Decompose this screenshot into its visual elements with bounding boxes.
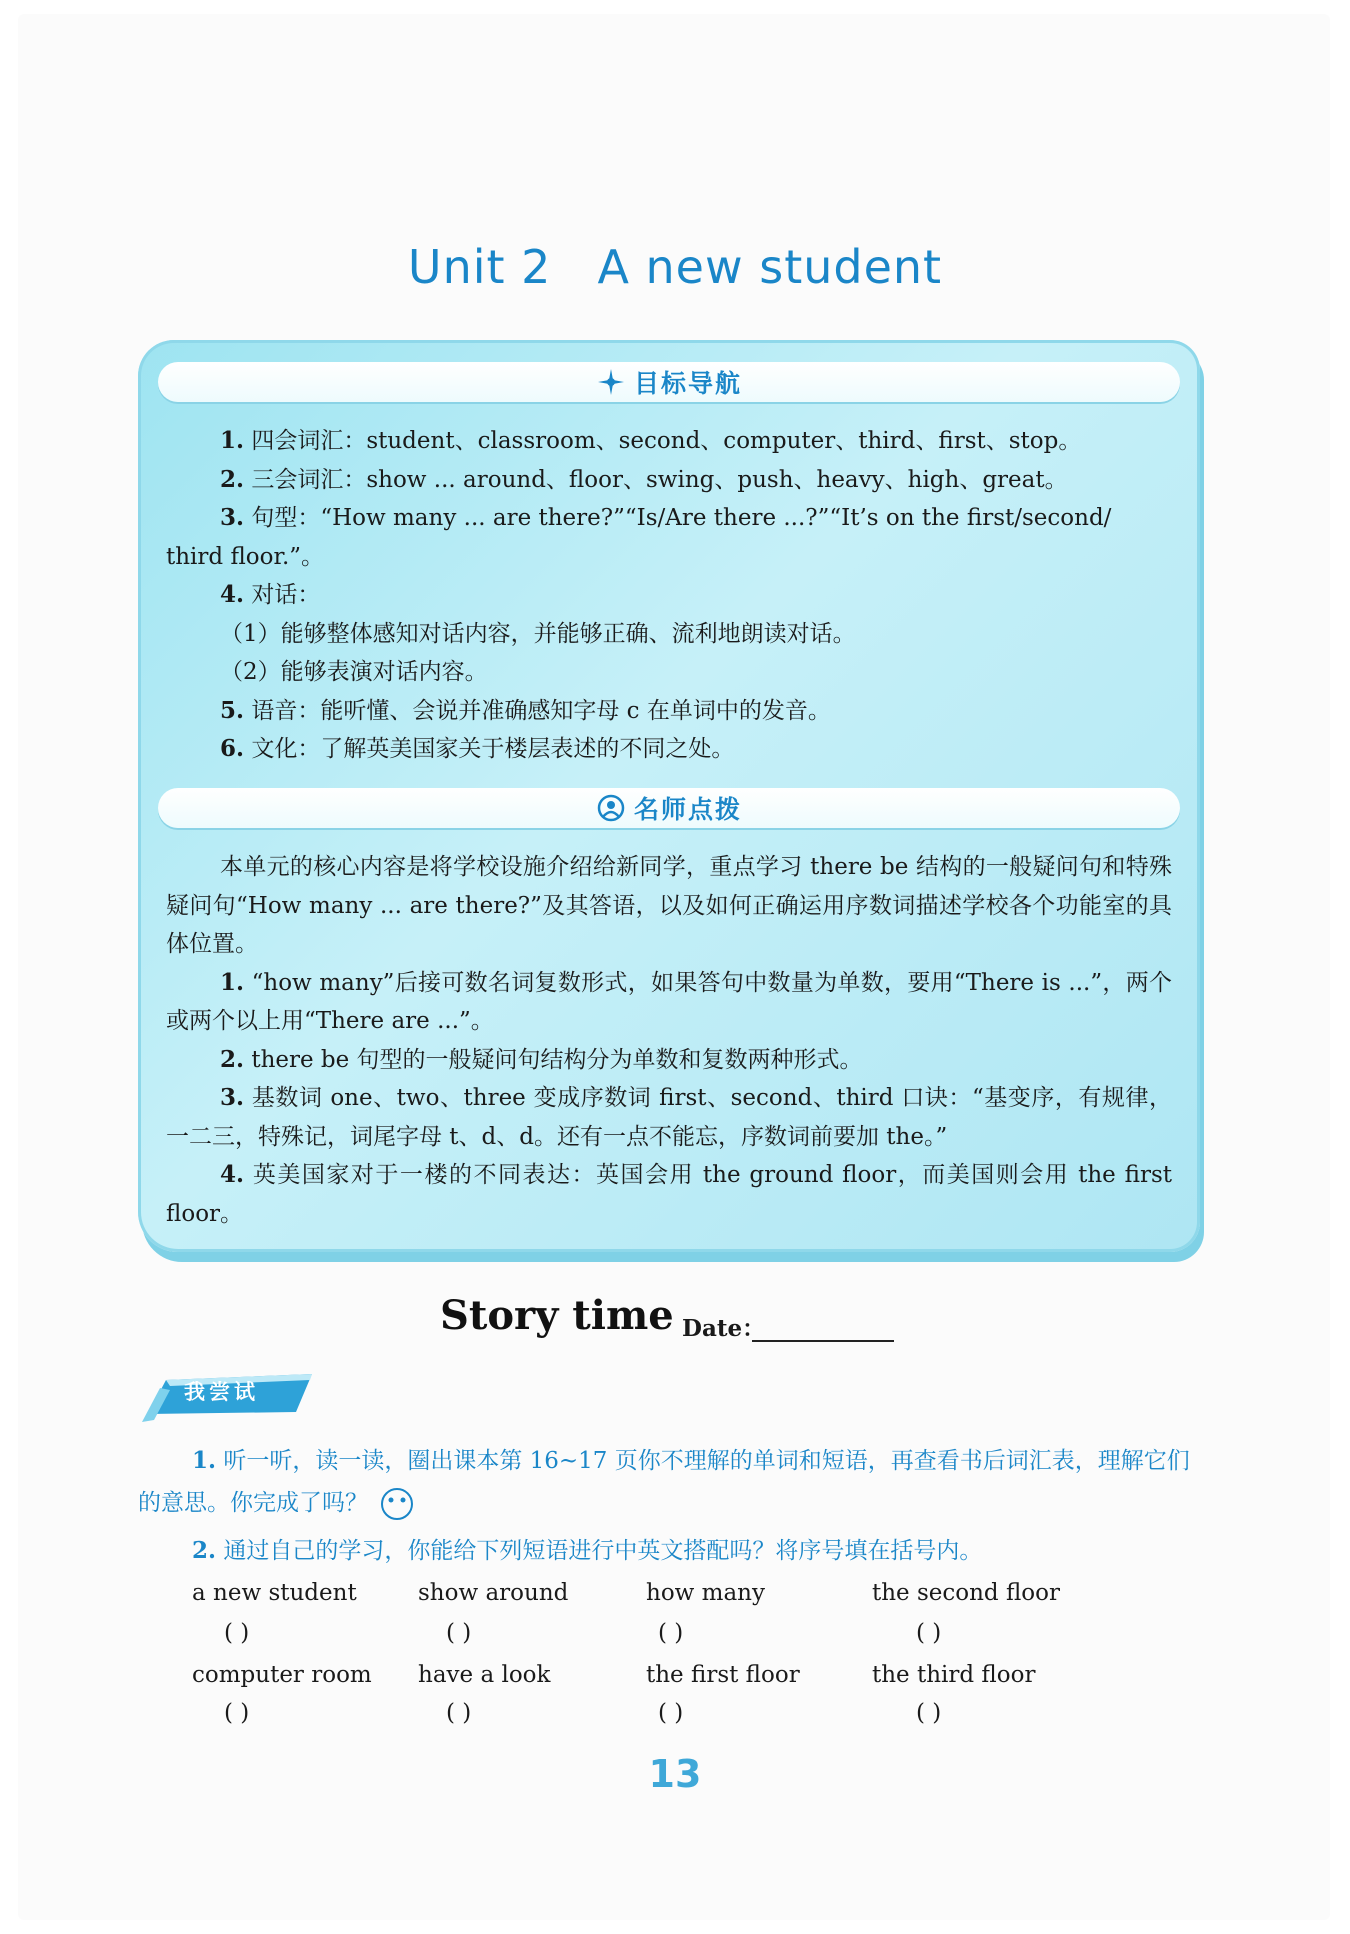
answer-blank[interactable]: ( ) <box>224 1620 250 1646</box>
tips-heading: 名师点拨 <box>633 795 742 824</box>
phrase-item: show around <box>418 1580 569 1606</box>
goals-heading-bar <box>158 362 1180 402</box>
task-1: 1. 听一听，读一读，圈出课本第 16~17 页你不理解的单词和短语，再查看书后词汇表，理解它们的意思。你完成了吗？ <box>138 1440 1200 1524</box>
tips-intro: 本单元的核心内容是将学校设施介绍给新同学，重点学习 there be 结构的一般疑问句和特殊疑问句“How many ... are there?”及其答语，以及如何正确运用序数词描述学校各个功能室的具体位置。 <box>166 854 1172 957</box>
answer-blank[interactable]: ( ) <box>658 1620 684 1646</box>
tip-item: 2. there be 句型的一般疑问句结构分为单数和复数两种形式。 <box>220 1045 863 1073</box>
goal-item: 3. 句型：“How many ... are there?”“Is/Are there ...?”“It’s on the first/second/ <box>220 504 1112 531</box>
answer-blank[interactable]: ( ) <box>658 1700 684 1726</box>
teacher-icon <box>596 793 626 823</box>
unit-number: Unit 2 <box>407 240 552 294</box>
goal-item: 5. 语音：能听懂、会说并准确感知字母 c 在单词中的发音。 <box>220 696 831 724</box>
date-field[interactable] <box>752 1340 894 1342</box>
goal-item: 2. 三会词汇：show ... around、floor、swing、push、heavy、high、great。 <box>220 465 1068 493</box>
page-number: 13 <box>648 1752 702 1796</box>
goal-subitem: （1）能够整体感知对话内容，并能够正确、流利地朗读对话。 <box>220 620 856 647</box>
info-box <box>138 340 1200 1252</box>
phrase-item: computer room <box>192 1662 372 1688</box>
phrase-item: the third floor <box>872 1662 1036 1688</box>
phrase-item: have a look <box>418 1662 551 1688</box>
tip-item: 4. 英美国家对于一楼的不同表达：英国会用 the ground floor，而美国则会用 the first floor。 <box>166 1161 1172 1227</box>
phrase-item: the second floor <box>872 1580 1060 1606</box>
date-label: Date： <box>682 1315 766 1342</box>
tip-item: 1. “how many”后接可数名词复数形式，如果答句中数量为单数，要用“There is ...”，两个或两个以上用“There are ...”。 <box>166 968 1173 1034</box>
tips-heading-bar <box>158 788 1180 828</box>
goal-item: 6. 文化：了解英美国家关于楼层表述的不同之处。 <box>220 735 735 762</box>
unit-name: A new student <box>597 240 943 294</box>
phrase-item: the first floor <box>646 1662 800 1688</box>
answer-blank[interactable]: ( ) <box>916 1620 942 1646</box>
tip-item: 3. 基数词 one、two、three 变成序数词 first、second、third 口诀：“基变序，有规律，一二三，特殊记，词尾字母 t、d、d。还有一点不能忘，序数词前要加 the。” <box>166 1084 1173 1150</box>
story-title: Story time <box>440 1292 674 1339</box>
try-badge-label: 我尝试 <box>184 1380 259 1404</box>
task-2: 2. 通过自己的学习，你能给下列短语进行中英文搭配吗？将序号填在括号内。 <box>192 1537 983 1564</box>
unit-title <box>0 240 1350 294</box>
answer-blank[interactable]: ( ) <box>446 1620 472 1646</box>
phrase-item: how many <box>646 1580 765 1606</box>
answer-blank[interactable]: ( ) <box>446 1700 472 1726</box>
answer-blank[interactable]: ( ) <box>224 1700 250 1726</box>
smiley-icon[interactable] <box>379 1486 415 1522</box>
tips-list <box>166 848 1172 1233</box>
goal-item: 4. 对话： <box>220 581 321 608</box>
sparkle-icon <box>596 367 626 397</box>
goals-heading: 目标导航 <box>633 369 742 398</box>
goal-subitem: （2）能够表演对话内容。 <box>220 659 488 685</box>
answer-blank[interactable]: ( ) <box>916 1700 942 1726</box>
goal-item-continued: third floor.”。 <box>166 543 325 570</box>
phrase-item: a new student <box>192 1580 357 1606</box>
goal-item: 1. 四会词汇：student、classroom、second、computer、third、first、stop。 <box>220 427 1082 454</box>
goals-list <box>166 422 1172 769</box>
